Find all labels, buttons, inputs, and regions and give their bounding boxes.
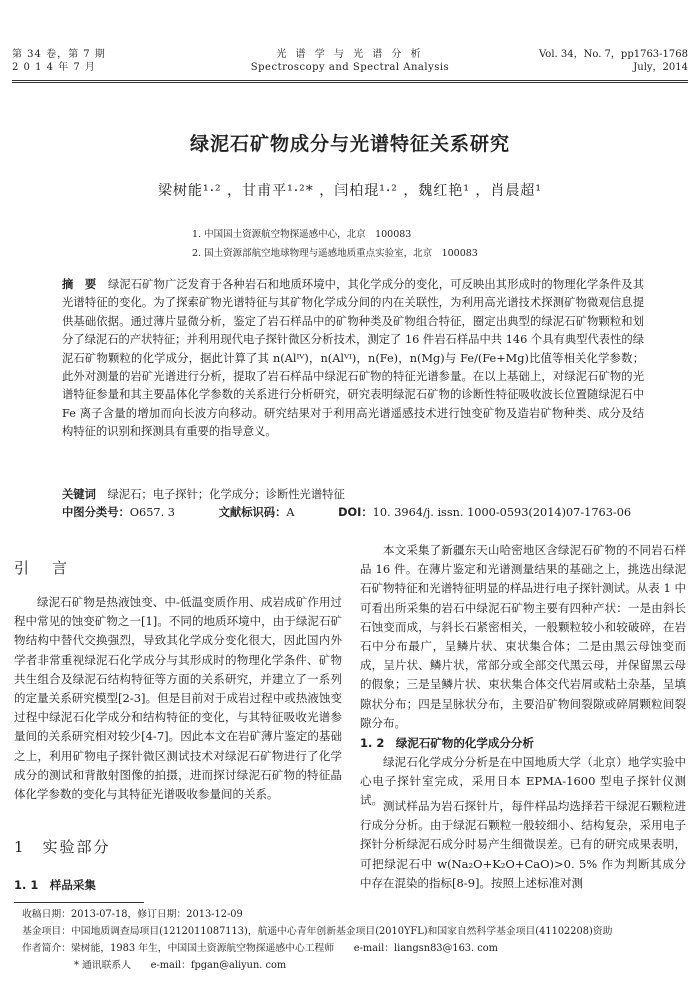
header-rule <box>12 80 688 81</box>
journal-volume-pages <box>539 48 688 74</box>
section-1-2-heading: 1. 2 绿泥石矿物的化学成分分析 <box>360 736 534 750</box>
keywords-label: 关键词 <box>62 488 96 501</box>
doc-code-value: A <box>286 506 295 519</box>
journal-issue-info <box>12 48 106 74</box>
clc-value: O657. 3 <box>129 506 175 519</box>
test-sample-paragraph: 测试样品为岩石探针片，每件样品均选择若干绿泥石颗粒进行成分分析。由于绿泥石颗粒一般较细小、结构复杂，采用电子探针分析绿泥石成分时易产生细微误差。已有的研究成果表明，可把绿泥石中 w(Na₂O+K₂O+CaO)>0. 5% 作为判断其成分中存在混染的指标[8-9]。按照上述标准对测 <box>360 799 686 890</box>
classification-line <box>62 504 662 520</box>
affiliation-2: 2. 国土资源部航空地球物理与遥感地质重点实验室，北京 100083 <box>192 248 478 259</box>
journal-name <box>200 48 500 74</box>
affiliation-1: 1. 中国国土资源航空物探遥感中心，北京 100083 <box>192 229 412 240</box>
journal-title-cn: 光 谱 学 与 光 谱 分 析 <box>276 49 424 60</box>
section-1-1-heading: 1. 1 样品采集 <box>14 878 96 892</box>
abstract-text: 绿泥石矿物广泛发育于各种岩石和地质环境中，其化学成分的变化，可反映出其形成时的物理化学条件及其光谱特征的变化。为了探索矿物光谱特征与其矿物化学成分间的内在关联性，为利用高光谱技术探测矿物微观信息提供基础依据。通过薄片显微分析，鉴定了岩石样品中的矿物种类及矿物组合特征，圈定出典型的绿泥石矿物颗粒和划分了绿泥石的产状特征；并利用现代电子探针微区分析技术，测定了 16 件岩石样品中共 146 个具有典型代表性的绿泥石矿物颗粒的化学成分，据此计算了其 n(Alᴵⱽ)，n(Alⱽᴵ)，n(Fe)，n(Mg)与 Fe/(Fe+Mg)比值等相关化学参数；此外对测量的岩矿光谱进行分析，提取了岩石样品中绿泥石矿物的特征光谱参量。在以上基础上，对绿泥石矿物的光谱特征参量和其主要晶体化学参数的关系进行分析研究，研究表明绿泥石矿物的诊断性特征吸收波长位置随绿泥石中 Fe 离子含量的增加而向长波方向移动。研究结果对于利用高光谱遥感技术进行蚀变矿物及造岩矿物种类、成分及结构特征的识别和探测具有重要的指导意义。 <box>62 278 644 439</box>
clc-label: 中图分类号： <box>62 506 130 519</box>
issue-volume: 第 34 卷，第 7 期 <box>12 49 106 60</box>
header-rule-2 <box>12 82 688 83</box>
corresponding-author: * 通讯联系人 e-mail：fpgan@aliyun. com <box>74 960 287 971</box>
abstract <box>62 276 644 442</box>
author-list: 梁树能¹·² ，甘甫平¹·²* ，闫柏琨¹·² ，魏红艳¹ ，肖晨超¹ <box>157 183 543 199</box>
keywords-text: 绿泥石；电子探针；化学成分；诊断性光谱特征 <box>107 488 345 501</box>
keywords <box>62 486 345 502</box>
fund-info: 基金项目：中国地质调查局项目(1212011087113)，航遥中心青年创新基金项目(2010YFL)和国家自然科学基金项目(41102208)资助 <box>22 926 613 937</box>
sample-collection-paragraph: 本文采集了新疆东天山哈密地区含绿泥石矿物的不同岩石样品 16 件。在薄片鉴定和光谱测量结果的基础之上，挑选出绿泥石矿物特征和光谱特征明显的样品进行电子探针测试。从表 1 中可看出所采集的岩石中绿泥石矿物主要有四种产状：一是由斜长石蚀变而成，与斜长石紧密相关，一般颗粒较小和较破碎，在岩石中分布最广，呈鳞片状、束状集合体；二是由黑云母蚀变而成，呈片状、鳞片状，常部分或全部交代黑云母，并保留黑云母的假象；三是呈鳞片状、束状集合体交代岩屑或粘土杂基，呈填隙状分布；四是呈脉状分布，主要沿矿物间裂隙或碎屑颗粒间裂隙分布。 <box>360 543 686 730</box>
doi-label: DOI： <box>338 506 373 519</box>
analysis-paragraph: 绿泥石化学成分分析是在中国地质大学（北京）地学实验中心电子探针室完成，采用日本 EPMA-1600 型电子探针仪测试。 <box>360 755 686 808</box>
doi-value: 10. 3964/j. issn. 1000-0593(2014)07-1763-06 <box>372 506 632 519</box>
received-date: 收稿日期：2013-07-18，修订日期：2013-12-09 <box>22 909 243 920</box>
intro-heading: 引 言 <box>14 559 72 577</box>
author-bio: 作者简介：梁树能，1983 年生，中国国土资源航空物探遥感中心工程师 e-mail：liangsn83@163. com <box>22 943 498 954</box>
footnotes <box>22 906 682 974</box>
volume-pages: Vol. 34，No. 7，pp1763-1768 <box>539 49 688 60</box>
footnote-rule <box>14 902 144 903</box>
publish-month: July，2014 <box>633 62 688 73</box>
section-1-heading: 1 实验部分 <box>14 838 111 856</box>
doc-code-label: 文献标识码： <box>218 506 287 519</box>
journal-title-en: Spectroscopy and Spectral Analysis <box>250 62 450 73</box>
intro-paragraph: 绿泥石矿物是热液蚀变、中-低温变质作用、成岩成矿作用过程中常见的蚀变矿物之一[1]。不同的地质环境中，由于绿泥石矿物结构中替代交换强烈，导致其化学成分变化很大，因此国内外学者非常重视绿泥石化学成分与其形成时的物理化学条件、矿物共生组合及绿泥石结构特征等方面的关系研究，并建立了一系列的定量关系研究模型[2-3]。但是目前对于成岩过程中或热液蚀变过程中绿泥石化学成分和结构特征的变化，与其特征吸收光谱参量间的关系研究相对较少[4-7]。因此本文在岩矿薄片鉴定的基础之上，利用矿物电子探针微区测试技术对绿泥石矿物进行了化学成分的测试和背散射图像的拍摄，进而探讨绿泥石矿物的特征晶体化学参数的变化与其特征光谱吸收参量间的关系。 <box>14 595 342 802</box>
paper-title: 绿泥石矿物成分与光谱特征关系研究 <box>189 133 510 155</box>
issue-date: 2 0 1 4 年 7 月 <box>12 62 96 73</box>
abstract-label: 摘 要 <box>62 278 97 291</box>
